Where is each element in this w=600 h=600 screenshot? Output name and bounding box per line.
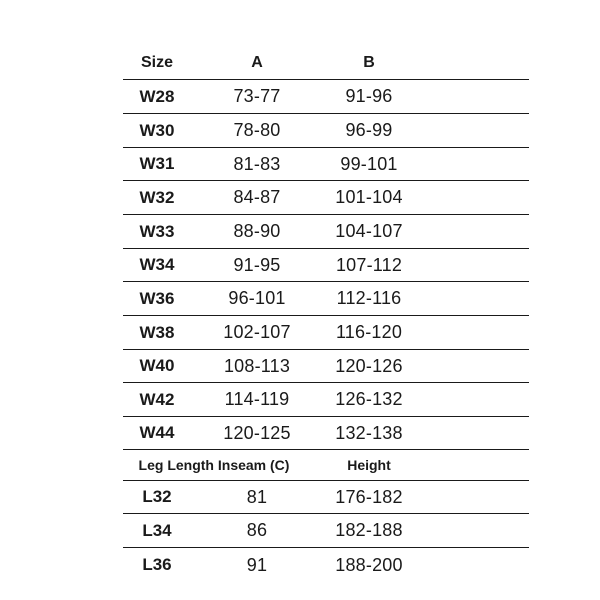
value-c: 81 [246, 486, 268, 507]
table-row [123, 181, 529, 215]
table-row [123, 350, 529, 383]
value-b: 107-112 [335, 254, 403, 275]
value-height: 188-200 [335, 554, 403, 575]
header-b: B [363, 53, 375, 71]
size-label: W28 [139, 86, 175, 106]
value-b: 116-120 [335, 322, 403, 342]
size-label: W34 [139, 255, 175, 274]
value-a: 84-87 [233, 187, 281, 207]
table-row [123, 548, 529, 582]
value-b: 112-116 [336, 288, 402, 308]
size-label: W30 [139, 120, 175, 140]
value-b: 96-99 [345, 120, 393, 140]
value-a: 120-125 [223, 422, 291, 443]
table-row [123, 249, 529, 282]
table-row [123, 148, 529, 181]
value-a: 96-101 [228, 288, 286, 308]
table-row [123, 114, 529, 148]
size-label: W42 [139, 389, 175, 409]
value-a: 108-113 [223, 355, 291, 376]
table-row [123, 215, 529, 249]
header-size: Size [140, 53, 173, 71]
value-b: 101-104 [335, 187, 403, 207]
value-a: 88-90 [233, 221, 281, 241]
size-label: W40 [139, 356, 175, 375]
size-label: W31 [139, 154, 175, 173]
table-row [123, 417, 529, 450]
value-a: 114-119 [224, 389, 290, 409]
size-label: W33 [139, 221, 175, 241]
size-label: W44 [139, 423, 175, 442]
table-row [123, 514, 529, 548]
value-c: 86 [246, 520, 268, 540]
size-label: W36 [139, 288, 175, 308]
value-height: 182-188 [335, 520, 403, 540]
size-label: W32 [139, 187, 175, 207]
value-b: 91-96 [345, 86, 393, 106]
value-a: 81-83 [233, 153, 281, 174]
header-leg-inseam: Leg Length Inseam (C) [138, 457, 290, 473]
table-row [123, 80, 529, 114]
leg-header-row [123, 450, 529, 481]
value-b: 104-107 [335, 221, 403, 241]
size-label: W38 [139, 322, 175, 342]
header-row [123, 46, 529, 80]
value-a: 102-107 [223, 322, 291, 342]
value-a: 73-77 [233, 86, 281, 106]
table-row [123, 383, 529, 417]
size-label: L34 [142, 520, 172, 540]
value-b: 120-126 [335, 355, 403, 376]
value-a: 78-80 [233, 120, 281, 140]
size-label: L32 [142, 487, 172, 506]
value-height: 176-182 [335, 486, 403, 507]
header-height: Height [347, 457, 391, 473]
value-b: 132-138 [335, 422, 403, 443]
size-label: L36 [142, 555, 172, 574]
value-a: 91-95 [233, 254, 281, 275]
header-a: A [251, 53, 263, 71]
table-row [123, 316, 529, 350]
value-b: 99-101 [340, 153, 398, 174]
table-row [123, 282, 529, 316]
table-row [123, 481, 529, 514]
value-c: 91 [246, 554, 268, 575]
value-b: 126-132 [335, 389, 403, 409]
